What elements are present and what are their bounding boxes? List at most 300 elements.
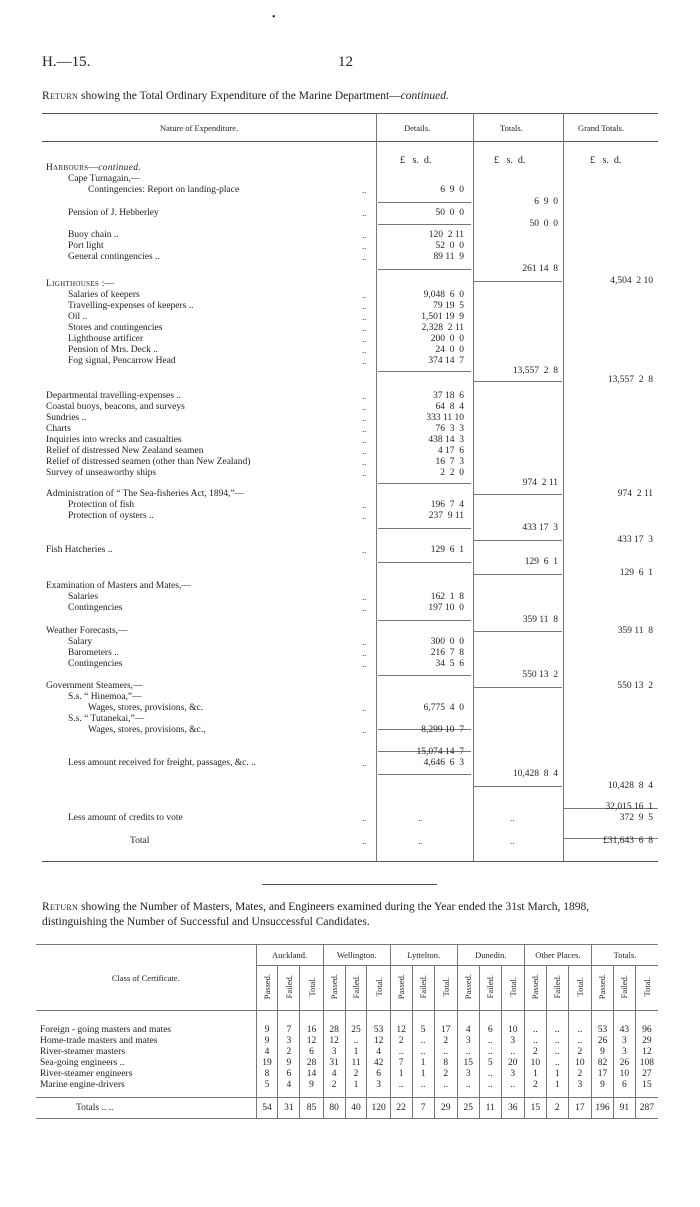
count-cell: 28: [300, 1058, 323, 1069]
leader-dots: ..: [362, 230, 367, 240]
table1-title-prefix: Return: [42, 90, 79, 102]
count-cell: ..: [457, 1080, 479, 1091]
leader-dots: ..: [362, 402, 367, 412]
table1-head-rule: [42, 141, 658, 142]
subheader-cell: [300, 966, 323, 1011]
count-cell: 1: [412, 1069, 434, 1080]
count-cell: ..: [412, 1047, 434, 1058]
expenditure-label: Less amount received for freight, passages, &c. ..: [68, 758, 256, 768]
sum-rule: [474, 381, 562, 382]
expenditure-label: Contingencies: [68, 603, 123, 613]
detail-amount: 197 10 0: [428, 603, 464, 613]
count-cell: 3: [367, 1080, 390, 1091]
detail-amount: 9,048 6 0: [423, 290, 464, 300]
leader-dots: ..: [362, 290, 367, 300]
count-cell: 4: [457, 1025, 479, 1036]
total-cell: 54: [256, 1098, 278, 1119]
expenditure-label: Lighthouse artificer: [68, 334, 144, 344]
count-cell: 20: [501, 1058, 524, 1069]
count-cell: ..: [412, 1080, 434, 1091]
expenditure-label: Contingencies: Report on landing-place: [88, 185, 240, 195]
detail-amount: 196 7 4: [430, 500, 464, 510]
total-amount: 261 14 8: [522, 264, 558, 274]
leader-dots: ..: [510, 813, 515, 823]
total-cell: 25: [457, 1098, 479, 1119]
grand-amount: 433 17 3: [617, 535, 653, 545]
count-cell: 7: [278, 1025, 300, 1036]
leader-dots: ..: [362, 703, 367, 713]
count-cell: 10: [613, 1069, 635, 1080]
total-cell: 17: [568, 1098, 591, 1119]
subheader-total: Total.: [373, 976, 384, 997]
count-cell: ..: [568, 1025, 591, 1036]
count-cell: 3: [501, 1069, 524, 1080]
table1-col-divider: [376, 113, 377, 861]
count-cell: 5: [479, 1058, 501, 1069]
subheader-cell: [256, 966, 278, 1011]
count-cell: ..: [345, 1036, 367, 1047]
count-cell: 2: [524, 1080, 546, 1091]
sum-rule: [378, 562, 471, 563]
detail-amount: 2 2 0: [440, 468, 464, 478]
sum-rule: [378, 675, 471, 676]
count-cell: ..: [546, 1058, 568, 1069]
expenditure-label: Government Steamers,—: [46, 681, 143, 691]
grand-amount: 4,504 2 10: [610, 276, 653, 286]
leader-dots: ..: [362, 813, 367, 823]
count-cell: ..: [390, 1080, 412, 1091]
count-cell: 9: [278, 1058, 300, 1069]
subheader-failed: Failed.: [485, 974, 496, 999]
table-row: [36, 1080, 658, 1091]
table1-title-text: showing the Total Ordinary Expenditure of the Marine Department—: [78, 90, 401, 102]
leader-dots: ..: [362, 758, 367, 768]
leader-dots: ..: [362, 592, 367, 602]
detail-amount: 216 7 8: [430, 648, 464, 658]
count-cell: 7: [390, 1058, 412, 1069]
sum-rule: [474, 494, 562, 495]
table1-title-italic: continued.: [400, 90, 449, 102]
subheader-passed: Passed.: [261, 973, 272, 1000]
count-cell: ..: [546, 1036, 568, 1047]
subheader-passed: Passed.: [530, 973, 541, 1000]
count-cell: ..: [479, 1080, 501, 1091]
subheader-passed: Passed.: [396, 973, 407, 1000]
expenditure-label: Protection of oysters ..: [68, 511, 154, 521]
count-cell: 10: [524, 1058, 546, 1069]
leader-dots: ..: [362, 637, 367, 647]
count-cell: 6: [613, 1080, 635, 1091]
detail-amount: 333 11 10: [426, 413, 464, 423]
count-cell: 1: [345, 1047, 367, 1058]
expenditure-label: Lighthouses :—: [46, 279, 115, 289]
sum-rule: [378, 224, 471, 225]
count-cell: 96: [635, 1025, 658, 1036]
section-separator: [262, 884, 437, 885]
detail-amount: 79 19 5: [433, 301, 464, 311]
count-cell: 2: [323, 1080, 345, 1091]
count-cell: 3: [323, 1047, 345, 1058]
subheader-cell: [412, 966, 434, 1011]
count-cell: 3: [568, 1080, 591, 1091]
detail-amount: 24 0 0: [435, 345, 464, 355]
count-cell: 12: [390, 1025, 412, 1036]
count-cell: 25: [345, 1025, 367, 1036]
count-cell: 1: [412, 1058, 434, 1069]
grand-amount: 550 13 2: [617, 681, 653, 691]
count-cell: 3: [457, 1036, 479, 1047]
total-cell: 15: [524, 1098, 546, 1119]
total-cell: 80: [323, 1098, 345, 1119]
expenditure-label: Stores and contingencies: [68, 323, 163, 333]
count-cell: 4: [256, 1047, 278, 1058]
sum-rule: [474, 631, 562, 632]
table-row: [36, 1058, 658, 1069]
count-cell: 5: [256, 1080, 278, 1091]
count-cell: 3: [613, 1036, 635, 1047]
count-cell: 31: [323, 1058, 345, 1069]
expenditure-label: Fish Hatcheries ..: [46, 545, 113, 555]
count-cell: 53: [591, 1025, 613, 1036]
count-cell: 17: [591, 1069, 613, 1080]
region-header: Totals.: [591, 945, 658, 966]
grand-amount: 129 6 1: [619, 568, 653, 578]
expenditure-label: Relief of distressed seamen (other than New Zealand): [46, 457, 251, 467]
leader-dots: ..: [362, 500, 367, 510]
leader-dots: ..: [362, 457, 367, 467]
count-cell: 2: [524, 1047, 546, 1058]
total-amount: 129 6 1: [524, 557, 558, 567]
expenditure-label: Sundries ..: [46, 413, 87, 423]
expenditure-label: Weather Forecasts,—: [46, 626, 128, 636]
table2-title: [42, 900, 657, 930]
count-cell: ..: [479, 1036, 501, 1047]
leader-dots: ..: [362, 252, 367, 262]
detail-amount: 6 9 0: [440, 185, 464, 195]
count-cell: 17: [434, 1025, 457, 1036]
detail-amount: 64 8 4: [435, 402, 464, 412]
leader-dots: ..: [362, 323, 367, 333]
count-cell: 6: [278, 1069, 300, 1080]
detail-amount: 1,501 19 9: [421, 312, 464, 322]
subheader-total: Total.: [440, 976, 451, 997]
subheader-cell: [434, 966, 457, 1011]
detail-amount: 16 7 3: [435, 457, 464, 467]
count-cell: 8: [256, 1069, 278, 1080]
subheader-total: Total.: [507, 976, 518, 997]
expenditure-label: Port light: [68, 241, 104, 251]
table1-bottom-rule: [42, 861, 658, 862]
leader-dots: ..: [362, 725, 367, 735]
expenditure-label: Charts: [46, 424, 71, 434]
sum-rule: [378, 774, 471, 775]
column-header-grand-totals: Grand Totals.: [578, 123, 624, 133]
count-cell: 26: [613, 1058, 635, 1069]
subheader-cell: [546, 966, 568, 1011]
sum-rule: [474, 786, 562, 787]
count-cell: 3: [457, 1069, 479, 1080]
subheader-cell: [457, 966, 479, 1011]
subheader-failed: Failed.: [619, 974, 630, 999]
count-cell: 1: [546, 1080, 568, 1091]
count-cell: 6: [300, 1047, 323, 1058]
total-amount: 50 0 0: [529, 219, 558, 229]
leader-dots: ..: [362, 511, 367, 521]
certificate-class-label: Home-trade masters and mates: [40, 1036, 158, 1046]
expenditure-label: Departmental travelling-expenses ..: [46, 391, 182, 401]
count-cell: ..: [568, 1036, 591, 1047]
count-cell: ..: [457, 1047, 479, 1058]
count-cell: 1: [390, 1069, 412, 1080]
count-cell: 6: [479, 1025, 501, 1036]
detail-amount: 15,074 14 7: [416, 747, 464, 757]
expenditure-label: S.s. “ Tutanekai,”—: [68, 714, 145, 724]
count-cell: 27: [635, 1069, 658, 1080]
subheader-cell: [635, 966, 658, 1011]
detail-amount: 50 0 0: [435, 208, 464, 218]
subheader-cell: [501, 966, 524, 1011]
certificate-class-label: Foreign - going masters and mates: [40, 1025, 172, 1035]
totals-currency-head: £ s. d.: [494, 155, 526, 166]
examinations-table: [36, 944, 658, 1119]
count-cell: 1: [546, 1069, 568, 1080]
table-row: [36, 1069, 658, 1080]
grand-amount: 974 2 11: [617, 489, 653, 499]
leader-dots: ..: [362, 659, 367, 669]
grand-amount: £31,643 6 8: [603, 836, 653, 846]
leader-dots: ..: [362, 301, 367, 311]
leader-dots: ..: [362, 391, 367, 401]
leader-dots: ..: [362, 208, 367, 218]
count-cell: 8: [434, 1058, 457, 1069]
grand-amount: 359 11 8: [617, 626, 653, 636]
expenditure-label: Survey of unseaworthy ships: [46, 468, 157, 478]
subheader-total: Total.: [641, 976, 652, 997]
expenditure-label: Harbours—continued.: [46, 163, 141, 173]
count-cell: 16: [300, 1025, 323, 1036]
sum-rule: [378, 269, 471, 270]
subheader-cell: [278, 966, 300, 1011]
count-cell: 26: [591, 1036, 613, 1047]
sum-rule: [474, 687, 562, 688]
count-cell: 3: [278, 1036, 300, 1047]
subheader-cell: [479, 966, 501, 1011]
detail-amount: 300 0 0: [430, 637, 464, 647]
count-cell: 4: [367, 1047, 390, 1058]
subheader-cell: [613, 966, 635, 1011]
region-header: Other Places.: [524, 945, 591, 966]
leader-dots: ..: [362, 435, 367, 445]
subheader-failed: Failed.: [552, 974, 563, 999]
detail-amount: 237 9 11: [428, 511, 464, 521]
detail-amount: 162 1 8: [430, 592, 464, 602]
table2-title-prefix: Return: [42, 901, 79, 913]
table2-title-text: showing the Number of Masters, Mates, and Engineers examined during the Year ended the 31st March, 1898, distinguishing the Number of Successful and Unsuccessful Candidates.: [42, 901, 590, 928]
count-cell: 2: [278, 1047, 300, 1058]
count-cell: ..: [501, 1080, 524, 1091]
expenditure-label: Barometers ..: [68, 648, 119, 658]
total-cell: 287: [635, 1098, 658, 1119]
count-cell: ..: [524, 1036, 546, 1047]
count-cell: 9: [300, 1080, 323, 1091]
detail-amount: 129 6 1: [430, 545, 464, 555]
count-cell: 2: [568, 1047, 591, 1058]
count-cell: 9: [591, 1047, 613, 1058]
count-cell: 3: [501, 1036, 524, 1047]
certificate-class-label: River-steamer engineers: [40, 1069, 133, 1079]
column-header-totals: Totals.: [500, 123, 523, 133]
table1-title: [42, 90, 449, 102]
count-cell: ..: [390, 1047, 412, 1058]
detail-amount: 89 11 9: [433, 252, 464, 262]
total-cell: 196: [591, 1098, 613, 1119]
count-cell: ..: [501, 1047, 524, 1058]
subheader-failed: Failed.: [351, 974, 362, 999]
subheader-failed: Failed.: [418, 974, 429, 999]
count-cell: 9: [256, 1025, 278, 1036]
leader-dots: ..: [362, 334, 367, 344]
count-cell: ..: [524, 1025, 546, 1036]
total-cell: 120: [367, 1098, 390, 1119]
expenditure-label: Pension of Mrs. Deck ..: [68, 345, 158, 355]
top-mark: •: [272, 12, 276, 23]
count-cell: 3: [613, 1047, 635, 1058]
expenditure-label: Fog signal, Pencarrow Head: [68, 356, 176, 366]
subheader-cell: [323, 966, 345, 1011]
count-cell: 11: [345, 1058, 367, 1069]
count-cell: 2: [345, 1069, 367, 1080]
expenditure-label: Administration of “ The Sea-fisheries Act, 1894,”—: [46, 489, 245, 499]
count-cell: 6: [367, 1069, 390, 1080]
certificate-class-label: Marine engine-drivers: [40, 1080, 125, 1090]
expenditure-label: Protection of fish: [68, 500, 134, 510]
total-amount: 974 2 11: [522, 478, 558, 488]
class-of-certificate-header: Class of Certificate.: [36, 945, 256, 1011]
count-cell: 2: [390, 1036, 412, 1047]
sum-rule: [378, 202, 471, 203]
subheader-cell: [568, 966, 591, 1011]
leader-dots: ..: [362, 345, 367, 355]
expenditure-label: Contingencies: [68, 659, 123, 669]
detail-amount: 438 14 3: [428, 435, 464, 445]
count-cell: 4: [278, 1080, 300, 1091]
certificate-class-label: River-steamer masters: [40, 1047, 126, 1057]
sum-rule: [474, 574, 562, 575]
expenditure-label: Wages, stores, provisions, &c.,: [88, 725, 206, 735]
total-cell: 31: [278, 1098, 300, 1119]
table1-top-rule: [42, 113, 658, 114]
certificate-class-label: Sea-going engineers ..: [40, 1058, 125, 1068]
detail-amount: 52 0 0: [435, 241, 464, 251]
leader-dots: ..: [362, 356, 367, 366]
detail-amount: 8,299 10 7: [421, 725, 464, 735]
subheader-total: Total.: [574, 976, 585, 997]
subheader-cell: [345, 966, 367, 1011]
total-cell: 36: [501, 1098, 524, 1119]
expenditure-label: S.s. “ Hinemoa,”—: [68, 692, 142, 702]
grand-amount: 372 9 5: [619, 813, 653, 823]
count-cell: 2: [434, 1069, 457, 1080]
detail-amount: 4 17 6: [437, 446, 464, 456]
leader-dots: ..: [362, 648, 367, 658]
count-cell: ..: [434, 1080, 457, 1091]
table-row: [36, 1047, 658, 1058]
count-cell: 19: [256, 1058, 278, 1069]
count-cell: 10: [568, 1058, 591, 1069]
detail-amount: 120 2 11: [428, 230, 464, 240]
grand-amount: 10,428 8 4: [607, 781, 653, 791]
leader-dots: ..: [362, 545, 367, 555]
expenditure-label: Less amount of credits to vote: [68, 813, 183, 823]
sum-rule: [378, 483, 471, 484]
sum-rule: [378, 528, 471, 529]
count-cell: ..: [412, 1036, 434, 1047]
region-header: Dunedin.: [457, 945, 524, 966]
sum-rule: [474, 281, 562, 282]
count-cell: 5: [412, 1025, 434, 1036]
leader-dots: ..: [362, 185, 367, 195]
count-cell: 82: [591, 1058, 613, 1069]
page-number: 12: [338, 54, 353, 70]
sum-rule: [378, 371, 471, 372]
count-cell: 2: [434, 1036, 457, 1047]
count-cell: 29: [635, 1036, 658, 1047]
count-cell: 15: [457, 1058, 479, 1069]
count-cell: 4: [323, 1069, 345, 1080]
expenditure-label: Cape Turnagain,—: [68, 174, 141, 184]
subheader-passed: Passed.: [597, 973, 608, 1000]
count-cell: ..: [546, 1047, 568, 1058]
grand-amount: 13,557 2 8: [607, 375, 653, 385]
count-cell: 2: [568, 1069, 591, 1080]
leader-dots: ..: [362, 603, 367, 613]
count-cell: 1: [345, 1080, 367, 1091]
total-amount: 10,428 8 4: [512, 769, 558, 779]
count-cell: ..: [479, 1047, 501, 1058]
region-header: Wellington.: [323, 945, 390, 966]
count-cell: 43: [613, 1025, 635, 1036]
total-cell: 91: [613, 1098, 635, 1119]
sum-rule: [474, 540, 562, 541]
table-row: [36, 1025, 658, 1036]
expenditure-label: Total: [130, 836, 150, 846]
total-cell: 22: [390, 1098, 412, 1119]
total-amount: 550 13 2: [522, 670, 558, 680]
leader-dots: ..: [362, 468, 367, 478]
expenditure-label: Oil ..: [68, 312, 88, 322]
count-cell: 9: [591, 1080, 613, 1091]
expenditure-label: Salaries: [68, 592, 99, 602]
leader-dots: ..: [362, 836, 367, 846]
column-header-nature: Nature of Expenditure.: [160, 123, 239, 133]
subheader-failed: Failed.: [283, 974, 294, 999]
detail-amount: 4,646 6 3: [423, 758, 464, 768]
count-cell: 15: [635, 1080, 658, 1091]
detail-amount: 374 14 7: [428, 356, 464, 366]
total-cell: 7: [412, 1098, 434, 1119]
grand-currency-head: £ s. d.: [590, 155, 622, 166]
region-header: Lyttelton.: [390, 945, 457, 966]
subheader-cell: [591, 966, 613, 1011]
detail-amount: 34 5 6: [435, 659, 464, 669]
leader-dots: ..: [362, 446, 367, 456]
totals-label: Totals .. ..: [36, 1098, 256, 1119]
expenditure-label: Buoy chain ..: [68, 230, 119, 240]
count-cell: 42: [367, 1058, 390, 1069]
column-header-details: Details.: [404, 123, 431, 133]
expenditure-label: General contingencies ..: [68, 252, 160, 262]
count-cell: ..: [479, 1069, 501, 1080]
